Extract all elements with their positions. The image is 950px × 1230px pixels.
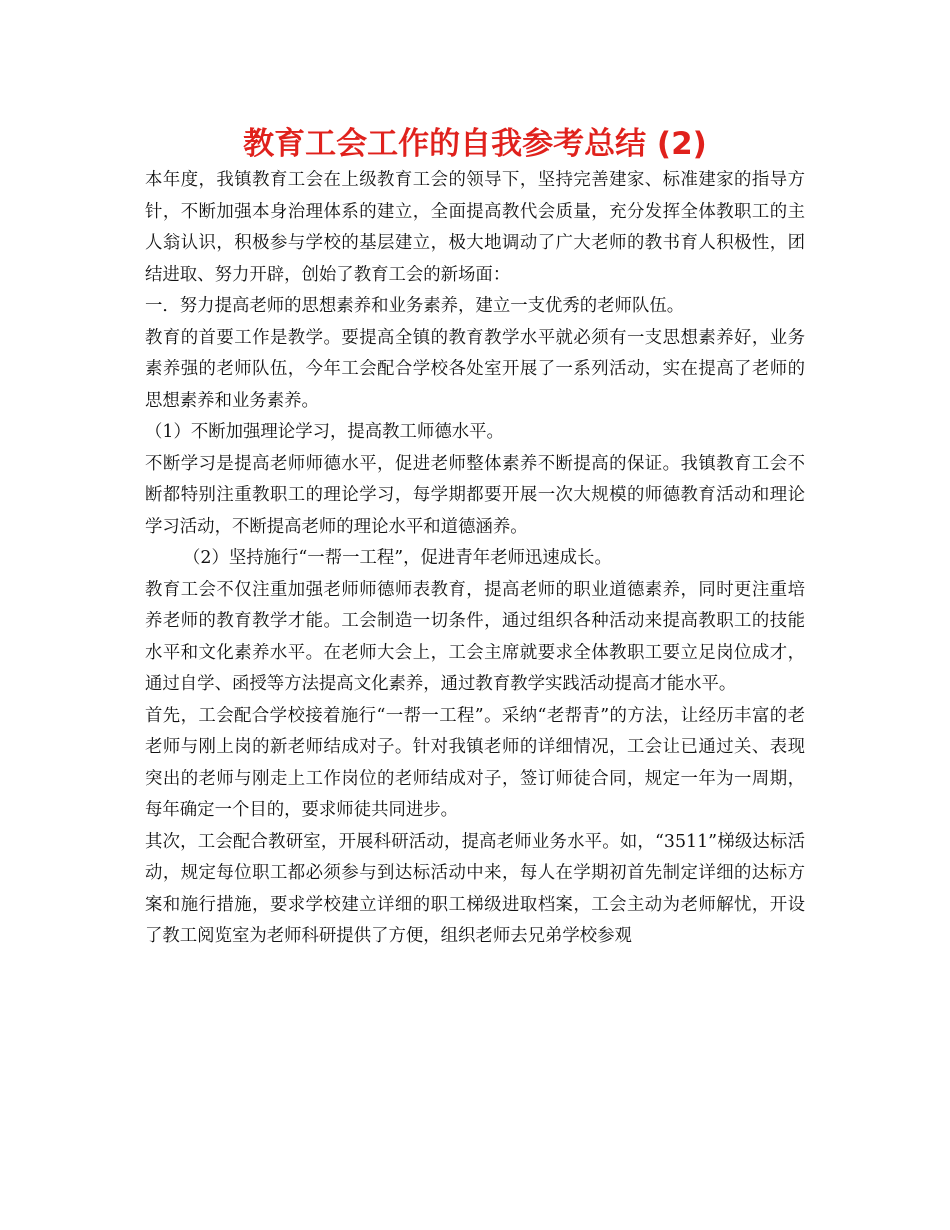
paragraph-teaching: 教育的首要工作是教学。要提高全镇的教育教学水平就必须有一支思想素养好，业务素养强的老师队伍，今年工会配合学校各处室开展了一系列活动，实在提高了老师的思想素养和业务素养。 — [145, 327, 805, 411]
paragraph-second: 其次，工会配合教研室，开展科研活动，提高老师业务水平。如，“3511”梯级达标活动，规定每位职工都必须参与到达标活动中来，每人在学期初首先制定详细的达标方案和施行措施，要求学校建立详细的职工梯级进取档案，工会主动为老师解忧，开设了教工阅览室为老师科研提供了方便，组织老师去兄弟学校参观 — [145, 831, 805, 946]
document-title: 教育工会工作的自我参考总结 (2) — [243, 126, 707, 162]
paragraph-intro: 本年度，我镇教育工会在上级教育工会的领导下，坚持完善建家、标准建家的指导方针，不断加强本身治理体系的建立，全面提高教代会质量，充分发挥全体教职工的主人翁认识，积极参与学校的基层建立，极大地调动了广大老师的教书育人积极性，团结进取、努力开辟，创始了教育工会的新场面： — [145, 170, 805, 285]
document-body — [145, 165, 805, 953]
subheading-2: （2）坚持施行“一帮一工程”，促进青年老师迅速成长。 — [183, 548, 612, 568]
paragraph-first: 首先，工会配合学校接着施行“一帮一工程”。采纳“老帮青”的方法，让经历丰富的老老师与刚上岗的新老师结成对子。针对我镇老师的详细情况，工会让已通过关、表现突出的老师与刚走上工作岗位的老师结成对子，签订师徒合同，规定一年为一周期，每年确定一个目的，要求师徒共同进步。 — [145, 705, 805, 820]
section-heading-1: 一．努力提高老师的思想素养和业务素养，建立一支优秀的老师队伍。 — [145, 296, 685, 316]
paragraph-theory-study: 不断学习是提高老师师德水平，促进老师整体素养不断提高的保证。我镇教育工会不断都特别注重教职工的理论学习，每学期都要开展一次大规模的师德教育活动和理论学习活动，不断提高老师的理论水平和道德涵养。 — [145, 453, 805, 537]
subheading-1: （1）不断加强理论学习，提高教工师德水平。 — [145, 422, 504, 442]
paragraph-skills: 教育工会不仅注重加强老师师德师表教育，提高老师的职业道德素养，同时更注重培养老师的教育教学才能。工会制造一切条件，通过组织各种活动来提高教职工的技能水平和文化素养水平。在老师大会上，工会主席就要求全体教职工要立足岗位成才，通过自学、函授等方法提高文化素养，通过教育教学实践活动提高才能水平。 — [145, 579, 805, 694]
